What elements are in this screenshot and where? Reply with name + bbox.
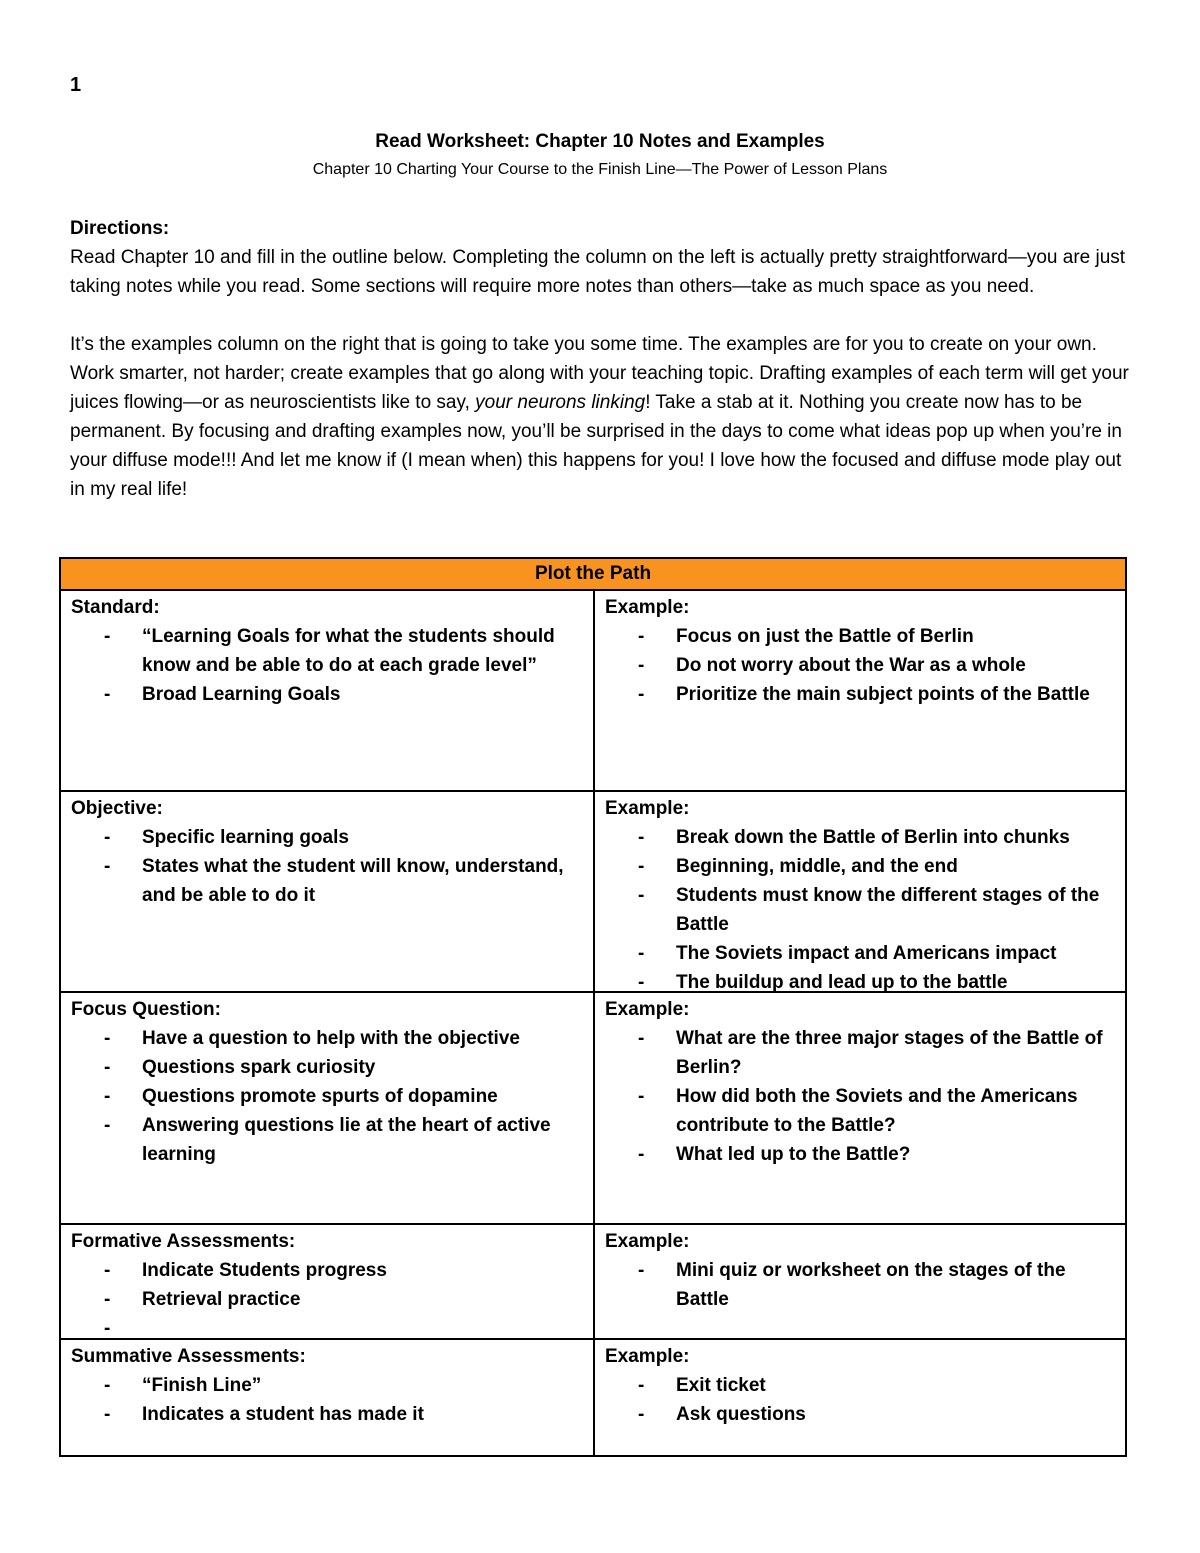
list-item-text: Questions promote spurts of dopamine	[142, 1086, 498, 1107]
bullet-dash: -	[104, 1260, 111, 1281]
table-header: Plot the Path	[61, 559, 1125, 591]
notes-list	[71, 622, 583, 709]
list-item-text: Specific learning goals	[142, 827, 349, 848]
list-item	[605, 852, 1115, 881]
list-item	[71, 680, 583, 709]
example-heading: Example:	[605, 597, 690, 618]
document-title: Read Worksheet: Chapter 10 Notes and Examples	[375, 131, 825, 152]
list-item	[605, 881, 1115, 939]
list-item	[71, 1024, 583, 1053]
example-list	[605, 1024, 1115, 1169]
notes-heading: Formative Assessments:	[71, 1231, 296, 1252]
bullet-dash: -	[104, 1057, 111, 1078]
list-item-text: Students must know the different stages of the Battle	[676, 885, 1100, 935]
plot-the-path-table	[59, 557, 1127, 1457]
list-item-text: Do not worry about the War as a whole	[676, 655, 1026, 676]
example-list	[605, 1371, 1115, 1429]
directions-label: Directions:	[70, 218, 170, 239]
bullet-dash: -	[104, 1115, 111, 1136]
bullet-dash: -	[104, 827, 111, 848]
directions-paragraph-1: Read Chapter 10 and fill in the outline below. Completing the column on the left is actually pretty straightforward—you are just taking notes while you read. Some sections will require more notes than others—take as much space as you need.	[70, 247, 1126, 297]
table-row	[61, 993, 1125, 1225]
notes-cell	[61, 1225, 595, 1338]
bullet-dash: -	[638, 684, 645, 705]
example-heading: Example:	[605, 798, 690, 819]
bullet-dash: -	[638, 885, 645, 906]
example-cell	[595, 1225, 1125, 1338]
list-item	[71, 852, 583, 910]
list-item	[605, 1082, 1115, 1140]
list-item	[605, 968, 1115, 997]
bullet-dash: -	[104, 626, 111, 647]
bullet-dash: -	[638, 1375, 645, 1396]
list-item	[605, 622, 1115, 651]
list-item-text: Questions spark curiosity	[142, 1057, 376, 1078]
bullet-dash: -	[104, 1028, 111, 1049]
example-cell	[595, 1340, 1125, 1455]
list-item-text: Answering questions lie at the heart of active learning	[142, 1115, 551, 1165]
list-item-text: The buildup and lead up to the battle	[676, 972, 1008, 993]
example-list	[605, 622, 1115, 709]
bullet-dash: -	[638, 1086, 645, 1107]
table-row	[61, 792, 1125, 993]
list-item-text: The Soviets impact and Americans impact	[676, 943, 1057, 964]
page-number: 1	[70, 74, 82, 96]
bullet-dash: -	[638, 626, 645, 647]
list-item-text: Prioritize the main subject points of the Battle	[676, 684, 1090, 705]
notes-cell	[61, 993, 595, 1223]
directions-paragraph-2-italic: your neurons linking	[475, 392, 646, 413]
table-row	[61, 1340, 1125, 1455]
list-item-text: What led up to the Battle?	[676, 1144, 911, 1165]
list-item-text: “Finish Line”	[142, 1375, 262, 1396]
list-item	[71, 823, 583, 852]
bullet-dash: -	[104, 856, 111, 877]
list-item-text: Ask questions	[676, 1404, 806, 1425]
bullet-dash: -	[638, 1260, 645, 1281]
example-cell	[595, 792, 1125, 991]
list-item	[71, 1371, 583, 1400]
example-heading: Example:	[605, 1231, 690, 1252]
bullet-dash: -	[638, 1404, 645, 1425]
bullet-dash: -	[638, 856, 645, 877]
list-item-text: How did both the Soviets and the Americans contribute to the Battle?	[676, 1086, 1078, 1136]
list-item-text: Mini quiz or worksheet on the stages of the Battle	[676, 1260, 1066, 1310]
directions-paragraph-2	[70, 330, 1135, 504]
list-item-text: What are the three major stages of the Battle of Berlin?	[676, 1028, 1103, 1078]
list-item	[605, 1400, 1115, 1429]
list-item-text: Focus on just the Battle of Berlin	[676, 626, 974, 647]
list-item-text: Broad Learning Goals	[142, 684, 341, 705]
list-item	[71, 1082, 583, 1111]
list-item	[605, 1256, 1115, 1314]
list-item	[71, 1256, 583, 1285]
notes-cell	[61, 591, 595, 790]
bullet-dash: -	[638, 972, 645, 993]
list-item-text: Indicate Students progress	[142, 1260, 387, 1281]
list-item-text: Retrieval practice	[142, 1289, 301, 1310]
notes-cell	[61, 792, 595, 991]
notes-list	[71, 1024, 583, 1169]
notes-list	[71, 823, 583, 910]
example-list	[605, 1256, 1115, 1314]
notes-heading: Focus Question:	[71, 999, 221, 1020]
notes-list	[71, 1256, 583, 1339]
list-item-text: Beginning, middle, and the end	[676, 856, 958, 877]
directions-section	[70, 214, 1135, 504]
list-item	[71, 622, 583, 680]
list-item-text: Break down the Battle of Berlin into chunks	[676, 827, 1070, 848]
example-heading: Example:	[605, 999, 690, 1020]
notes-heading: Standard:	[71, 597, 160, 618]
bullet-dash: -	[104, 684, 111, 705]
list-item	[605, 939, 1115, 968]
directions-paragraph-2-text-end: ! Take a stab at it. Nothing you create now has to be permanent. By focusing and drafting examples now, you’ll be surprised in the days to come what ideas pop up when you’re in your diffuse mode!!! And let me know if (I mean when) this happens for you! I love how the focused and diffuse mode play out in my real life!	[70, 392, 1122, 500]
list-item	[71, 1111, 583, 1169]
list-item-text: States what the student will know, understand, and be able to do it	[142, 856, 564, 906]
bullet-dash: -	[638, 827, 645, 848]
bullet-dash: -	[104, 1404, 111, 1425]
bullet-dash: -	[638, 943, 645, 964]
list-item-text: Have a question to help with the objective	[142, 1028, 520, 1049]
list-item-text: Indicates a student has made it	[142, 1404, 424, 1425]
table-row	[61, 591, 1125, 792]
list-item	[71, 1285, 583, 1314]
example-cell	[595, 993, 1125, 1223]
bullet-dash: -	[104, 1375, 111, 1396]
list-item-text: Exit ticket	[676, 1375, 766, 1396]
list-item	[605, 823, 1115, 852]
example-heading: Example:	[605, 1346, 690, 1367]
notes-heading: Objective:	[71, 798, 163, 819]
list-item	[605, 1371, 1115, 1400]
bullet-dash: -	[104, 1318, 111, 1339]
bullet-dash: -	[638, 655, 645, 676]
example-cell	[595, 591, 1125, 790]
example-list	[605, 823, 1115, 997]
notes-cell	[61, 1340, 595, 1455]
bullet-dash: -	[638, 1144, 645, 1165]
notes-list	[71, 1371, 583, 1429]
document-subtitle: Chapter 10 Charting Your Course to the Finish Line—The Power of Lesson Plans	[312, 161, 888, 178]
list-item-text: “Learning Goals for what the students should know and be able to do at each grade level”	[142, 626, 555, 676]
bullet-dash: -	[104, 1289, 111, 1310]
bullet-dash: -	[104, 1086, 111, 1107]
list-item	[605, 1024, 1115, 1082]
list-item	[605, 651, 1115, 680]
notes-heading: Summative Assessments:	[71, 1346, 306, 1367]
bullet-dash: -	[638, 1028, 645, 1049]
list-item	[71, 1053, 583, 1082]
list-item	[71, 1400, 583, 1429]
table-row	[61, 1225, 1125, 1340]
list-item	[605, 1140, 1115, 1169]
list-item	[605, 680, 1115, 709]
directions-paragraph-2-text: It’s the examples column on the right that is going to take you some time. The examples are for you to create on your own. Work smarter, not harder; create examples that go along with your teaching topic. Drafting examples of each term will get your juices flowing—or as neuroscientists like to say,	[70, 334, 1129, 413]
